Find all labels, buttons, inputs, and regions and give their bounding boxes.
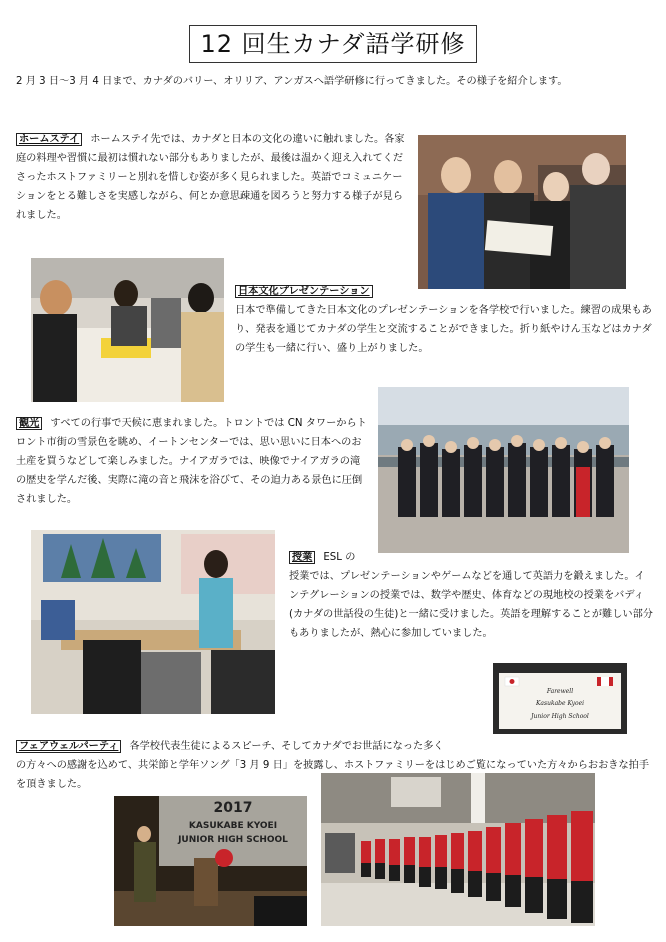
- farewell-heading: フェアウェルパーティ: [16, 740, 121, 753]
- stage-line-2: KASUKABE KYOEI: [188, 821, 278, 831]
- stage-line-3: JUNIOR HIGH SCHOOL: [178, 835, 288, 845]
- presentation-section: [235, 282, 653, 358]
- classes-section: [289, 548, 653, 643]
- intro-text: 2 月 3 日～3 月 4 日まで、カナダのバリー、オリリア、アンガスへ語学研修に行ってきました。その様子を紹介します。: [16, 76, 568, 87]
- cake-photo: [493, 663, 627, 734]
- sightseeing-heading: 観光: [16, 417, 42, 430]
- classes-body-lead: ESL の: [323, 552, 356, 563]
- cake-line-1: Farewell: [546, 688, 574, 695]
- farewell-body-first: 各学校代表生徒によるスピーチ、そしてカナダでお世話になった多く: [129, 741, 444, 752]
- presentation-photo: [31, 258, 224, 402]
- niagara-photo: [378, 387, 629, 553]
- homestay-heading: ホームステイ: [16, 133, 82, 146]
- performance-photo: [321, 773, 595, 926]
- homestay-body: ホームステイ先では、カナダと日本の文化の違いに触れました。各家庭の料理や習慣に最初は慣れない部分もありましたが、最後は温かく迎え入れてくださったホストファミリーと別れを惜しむ姿が多く見られました。英語でコミュニケーションをとる難しさを実感しながら、何とか意思疎通を図ろうと努力する様子が見られました。: [16, 134, 405, 221]
- cake-line-3: Junior High School: [531, 713, 589, 720]
- presentation-body: 日本で準備してきた日本文化のプレゼンテーションを各学校で行いました。練習の成果もあり、発表を通じてカナダの学生と交流することができました。折り紙やけん玉などはカナダの学生も一緒に行い、盛り上がりました。: [235, 305, 652, 354]
- page-title: 12 回生カナダ語学研修: [189, 25, 477, 63]
- stage-photo: [114, 796, 307, 926]
- classroom-photo: [31, 530, 275, 714]
- homestay-photo: [418, 135, 626, 289]
- farewell-body: の方々への感謝を込めて、共栄節と学年ソング「3 月 9 日」を披露し、ホストファミリーをはじめご覧になっていた方々からおおきな拍手を頂きました。: [16, 760, 650, 790]
- classes-body: 授業では、プレゼンテーションやゲームなどを通して英語力を鍛えました。インテグレーションの授業では、数学や歴史、体育などの現地校の授業をバディ(カナダの世話役の生徒)と一緒に受けました。英語を理解することが難しい部分もありましたが、熱心に参加していました。: [289, 571, 653, 639]
- stage-year: 2017: [213, 800, 253, 816]
- classes-heading: 授業: [289, 551, 315, 564]
- sightseeing-section: [16, 414, 368, 509]
- homestay-section: [16, 130, 408, 225]
- sightseeing-body: すべての行事で天候に恵まれました。トロントでは CN タワーからトロント市街の雪景色を眺め、イートンセンターでは、思い思いに日本へのお土産を買うなどして楽しみました。ナイアガラでは、映像でナイアガラの滝の歴史を学んだ後、実際に滝の音と飛沫を浴びて、その迫力ある景色に圧倒されました。: [16, 418, 367, 505]
- cake-line-2: Kasukabe Kyoei: [535, 700, 585, 707]
- presentation-heading: 日本文化プレゼンテーション: [235, 285, 373, 298]
